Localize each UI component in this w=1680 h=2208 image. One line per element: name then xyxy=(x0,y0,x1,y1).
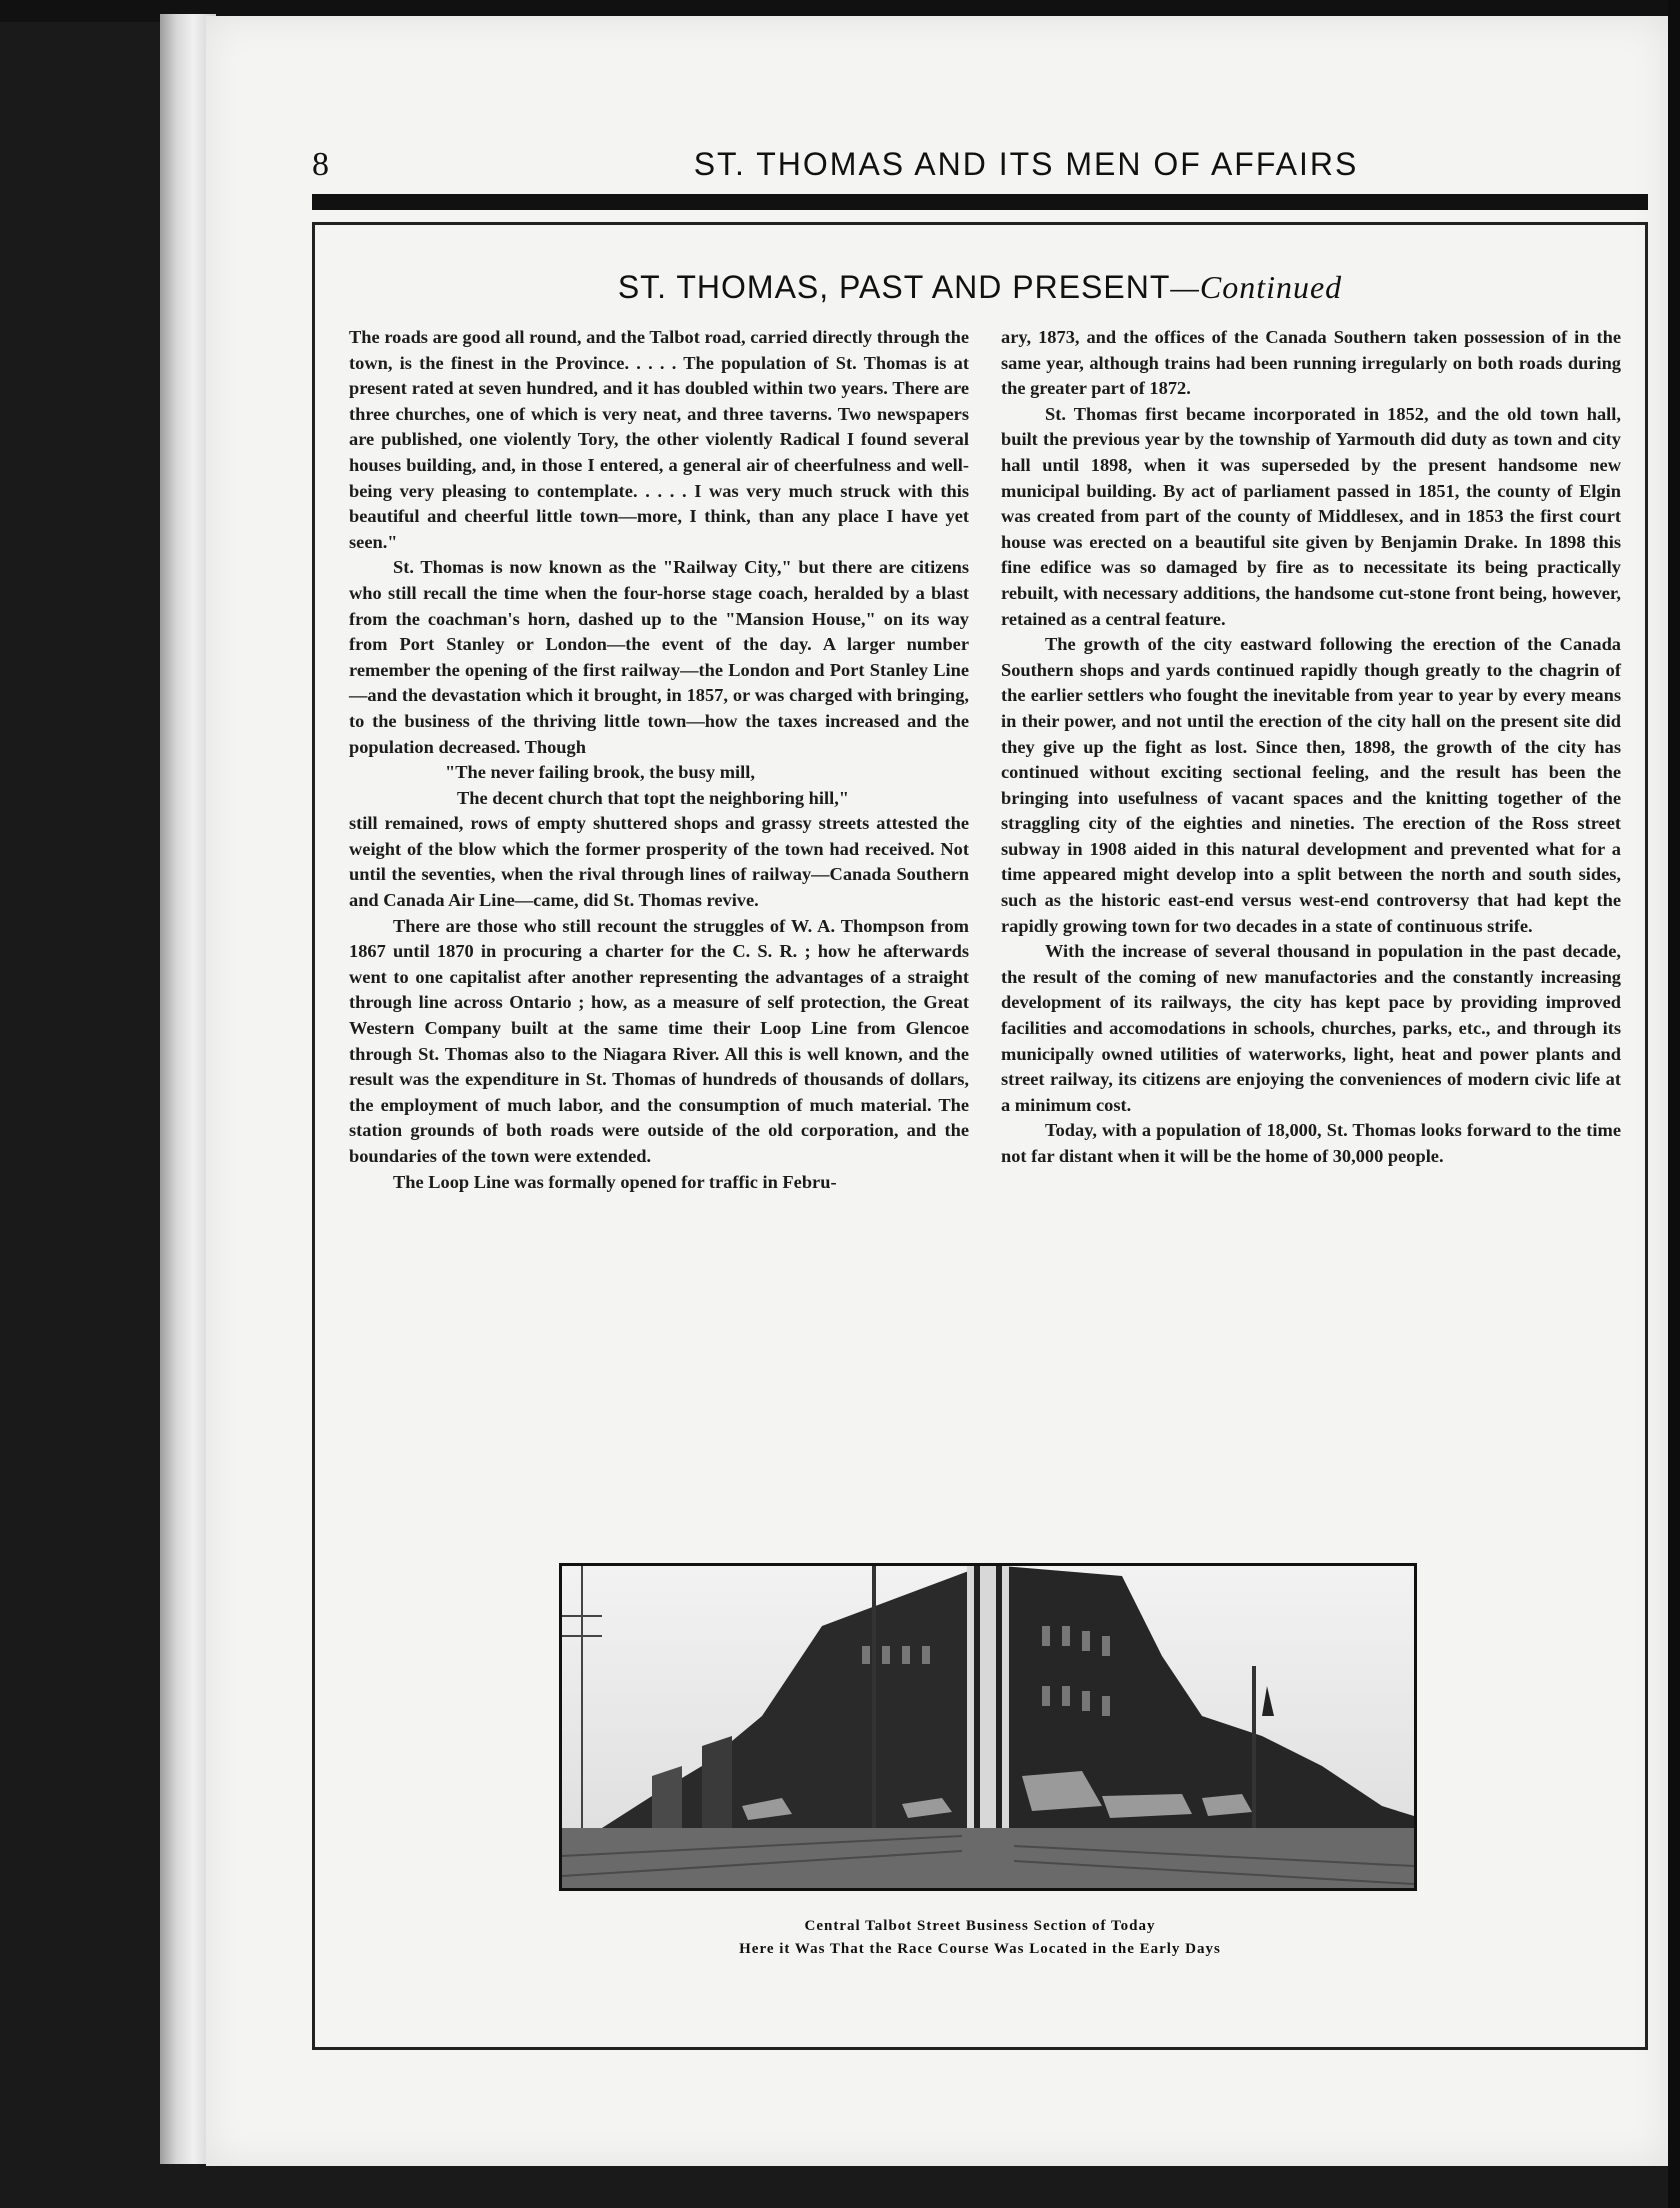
photo-caption xyxy=(315,1915,1645,1961)
street-photograph xyxy=(559,1563,1417,1891)
verse-line-1: "The never failing brook, the busy mill, xyxy=(445,762,755,783)
verse-quote xyxy=(349,760,969,811)
right-paragraph-1: ary, 1873, and the offices of the Canada Southern taken possession of in the same year, although trains had been running irregularly on both roads during the greater part of 1872. xyxy=(1001,327,1621,399)
article-title xyxy=(315,269,1645,306)
page-number: 8 xyxy=(312,146,330,183)
article-frame xyxy=(312,222,1648,2050)
running-head: ST. THOMAS AND ITS MEN OF AFFAIRS xyxy=(693,146,1359,182)
right-paragraph-3: The growth of the city eastward following the erection of the Canada Southern shops and yards continued rapidly though greatly to the chagrin of the earlier settlers who fought the inevitable from year to year by every means in their power, and not until the erection of the city hall on the present site did they give up the fight as lost. Since then, 1898, the growth of the city has continued without exciting sectional feeling, and the result has been the bringing into usefulness of vacant spaces and the knitting together of the straggling city of the eighties and nineties. The erection of the Ross street subway in 1908 aided in this natural development and prevented what for a time appeared might develop into a split between the north and south sides, such as the historic east-end versus west-end controversy that had kept the rapidly growing town for two decades in a state of continuous strife. xyxy=(1001,634,1621,936)
left-paragraph-4: There are those who still recount the struggles of W. A. Thompson from 1867 until 1870 in procuring a charter for the C. S. R. ; how he afterwards went to one capitalist after another representing the advantages of a straight through line across Ontario ; how, as a measure of self protection, the Great Western Company built at the same time their Loop Line from Glencoe through St. Thomas also to the Niagara River. All this is well known, and the result was the expenditure in St. Thomas of hundreds of thousands of dollars, the employment of much labor, and the consumption of much material. The station grounds of both roads were outside of the old corporation, and the boundaries of the town were extended. xyxy=(349,915,969,1166)
article-title-continued: —Continued xyxy=(1170,269,1343,305)
left-column xyxy=(349,325,969,1195)
right-paragraph-4: With the increase of several thousand in population in the past decade, the result of the coming of new manufactories and the constantly increasing development of its railways, the city has kept pace by providing improved facilities and accomodations in schools, churches, parks, etc., and through its municipally owned utilities of waterworks, light, heat and power plants and street railway, its citizens are enjoying the conveniences of modern civic life at a minimum cost. xyxy=(1001,941,1621,1115)
header-rule xyxy=(312,194,1648,210)
book-page xyxy=(206,16,1668,2166)
right-paragraph-5: Today, with a population of 18,000, St. Thomas looks forward to the time not far distant when it will be the home of 30,000 people. xyxy=(1001,1120,1621,1166)
left-paragraph-2: St. Thomas is now known as the "Railway City," but there are citizens who still recall the time when the four-horse stage coach, heralded by a blast from the coachman's horn, dashed up to the "Mansion House," on its way from Port Stanley or London—the event of the day. A larger number remember the opening of the first railway—the London and Port Stanley Line—and the devastation which it brought, in 1857, or was charged with bringing, to the business of the thriving little town—how the taxes increased and the population decreased. Though xyxy=(349,557,969,757)
left-paragraph-5: The Loop Line was formally opened for traffic in Febru- xyxy=(393,1171,837,1192)
left-paragraph-1: The roads are good all round, and the Talbot road, carried directly through the town, is the finest in the Province. . . . . The population of St. Thomas is at present rated at seven hundred, and it has doubled within two years. There are three churches, one of which is very neat, and three taverns. Two newspapers are published, one violently Tory, the other violently Radical I found several houses building, and, in those I entered, a general air of cheerfulness and well-being very pleasing to contemplate. . . . . I was very much struck with this beautiful and cheerful little town—more, I think, than any place I have yet seen." xyxy=(349,327,969,552)
right-paragraph-2: St. Thomas first became incorporated in 1852, and the old town hall, built the previous year by the township of Yarmouth did duty as town and city hall until 1898, when it was superseded by the present handsome new municipal building. By act of parliament passed in 1851, the county of Elgin was created from part of the county of Middlesex, and in 1853 the first court house was erected on a beautiful site given by Benjamin Drake. In 1898 this fine edifice was so damaged by fire as to necessitate its being practically rebuilt, with necessary additions, the handsome cut-stone front being, however, retained as a central feature. xyxy=(1001,403,1621,629)
article-title-text: ST. THOMAS, PAST AND PRESENT xyxy=(617,269,1171,305)
street-photo-illustration xyxy=(562,1566,1414,1888)
scan-right-edge xyxy=(1668,0,1680,2208)
left-paragraph-3: still remained, rows of empty shuttered shops and grassy streets attested the weight of the blow which the former prosperity of the town had received. Not until the seventies, when the rival through lines of railway—Canada Southern and Canada Air Line—came, did St. Thomas revive. xyxy=(349,813,969,911)
caption-line-1: Central Talbot Street Business Section of Today xyxy=(804,1918,1156,1934)
caption-line-2: Here it Was That the Race Course Was Located in the Early Days xyxy=(739,1941,1221,1957)
right-column xyxy=(1001,325,1621,1170)
verse-line-2: The decent church that topt the neighboring hill," xyxy=(457,787,850,808)
